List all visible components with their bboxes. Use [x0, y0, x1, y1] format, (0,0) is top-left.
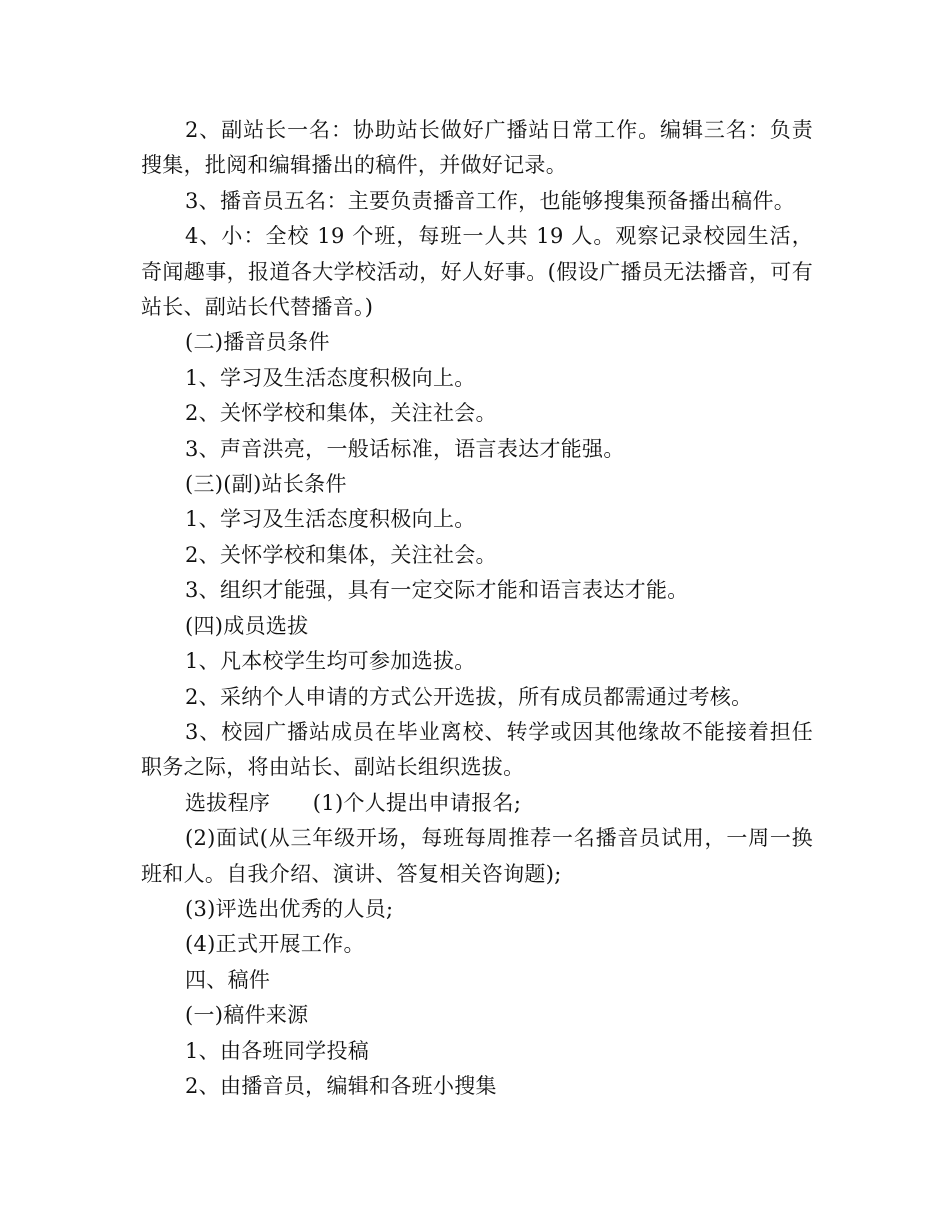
list-item: 2、由播音员，编辑和各班小搜集 — [185, 1073, 497, 1098]
paragraph-deputy-director: 2、副站长一名：协助站长做好广播站日常工作。编辑三名：负责搜集，批阅和编辑播出的稿件，并做好记录。 — [141, 118, 813, 178]
selection-procedure-step: (3)评选出优秀的人员; — [185, 896, 394, 921]
selection-procedure-step: 选拔程序 (1)个人提出申请报名; — [185, 790, 522, 815]
paragraph-announcers: 3、播音员五名：主要负责播音工作，也能够搜集预备播出稿件。 — [185, 188, 796, 213]
list-item: 1、学习及生活态度积极向上。 — [185, 507, 476, 532]
selection-procedure-step: (4)正式开展工作。 — [185, 932, 365, 957]
list-item: 3、声音洪亮，一般话标准，语言表达才能强。 — [185, 436, 625, 461]
selection-procedure-step: (2)面试(从三年级开场，每班每周推荐一名播音员试用，一周一换班和人。自我介绍、演讲、答复相关咨询题); — [141, 826, 813, 886]
paragraph-class-reporters: 4、小：全校 19 个班，每班一人共 19 人。观察记录校园生活，奇闻趣事，报道各大学校活动，好人好事。(假设广播员无法播音，可有站长、副站长代替播音。) — [141, 224, 813, 320]
section-heading-member-selection: (四)成员选拔 — [185, 613, 309, 638]
section-heading-announcer-conditions: (二)播音员条件 — [185, 330, 330, 355]
section-heading-manuscripts: 四、稿件 — [185, 967, 271, 992]
list-item: 2、关怀学校和集体，关注社会。 — [185, 401, 497, 426]
document-body — [141, 113, 813, 1104]
section-heading-director-conditions: (三)(副)站长条件 — [185, 472, 347, 497]
list-item: 3、组织才能强，具有一定交际才能和语言表达才能。 — [185, 578, 689, 603]
list-item: 1、学习及生活态度积极向上。 — [185, 365, 476, 390]
list-item: 2、关怀学校和集体，关注社会。 — [185, 542, 497, 567]
list-item: 1、凡本校学生均可参加选拔。 — [185, 649, 476, 674]
section-heading-manuscript-sources: (一)稿件来源 — [185, 1003, 309, 1028]
list-item: 2、采纳个人申请的方式公开选拔，所有成员都需通过考核。 — [185, 684, 753, 709]
list-item: 1、由各班同学投稿 — [185, 1038, 370, 1063]
list-item: 3、校园广播站成员在毕业离校、转学或因其他缘故不能接着担任职务之际，将由站长、副站长组织选拔。 — [141, 719, 813, 780]
